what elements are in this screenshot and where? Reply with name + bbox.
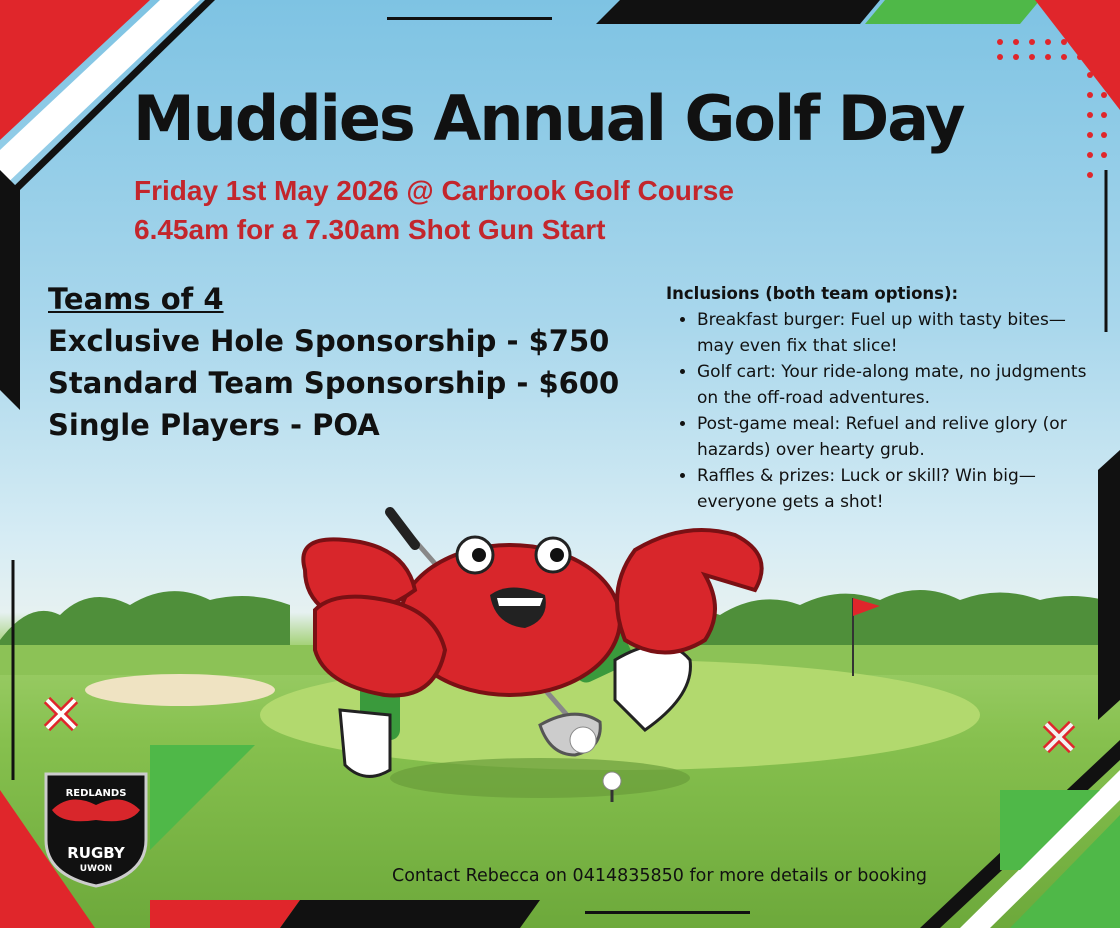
- option-standard-team: Standard Team Sponsorship - $600: [48, 366, 620, 400]
- frame-black-top: [596, 0, 880, 24]
- inclusion-breakfast: • Breakfast burger: Fuel up with tasty bites—may even fix that slice!: [697, 307, 1096, 359]
- page-title: Muddies Annual Golf Day: [133, 82, 964, 155]
- inclusions-list: [666, 284, 1096, 515]
- crab-claw-right: [617, 530, 762, 653]
- inclusion-golf-cart: • Golf cart: Your ride-along mate, no judgments on the off-road adventures.: [697, 359, 1096, 411]
- contact-info: Contact Rebecca on 0414835850 for more details or booking: [392, 866, 928, 886]
- crab-pupil-left: [472, 548, 486, 562]
- inclusion-raffles: • Raffles & prizes: Luck or skill? Win big—everyone gets a shot!: [697, 463, 1096, 515]
- option-single-players: Single Players - POA: [48, 408, 380, 442]
- inclusions-items: [666, 307, 1096, 515]
- team-options-heading: Teams of 4: [48, 282, 224, 316]
- logo-top-text: REDLANDS: [65, 788, 127, 799]
- frame-black-left: [0, 170, 20, 410]
- inclusions-heading: Inclusions (both team options):: [666, 284, 959, 303]
- redlands-rugby-logo: [40, 770, 152, 888]
- logo-sub-text: UWON: [79, 864, 113, 874]
- team-options: [48, 278, 619, 446]
- inclusion-post-game-meal: • Post-game meal: Refuel and relive glory (or hazards) over hearty grub.: [697, 411, 1096, 463]
- crab-shoe-right: [615, 645, 690, 730]
- frame-black-right: [1098, 450, 1120, 720]
- frame-black-bottom: [280, 900, 540, 928]
- event-date-location: Friday 1st May 2026 @ Carbrook Golf Course: [134, 175, 734, 206]
- frame-red-top-left: [0, 0, 150, 140]
- golf-club-grip: [390, 512, 415, 545]
- teed-golf-ball: [570, 727, 596, 753]
- crab-shoe-left: [340, 710, 390, 776]
- frame-green-bottom-left: [150, 745, 255, 850]
- x-mark-left-inner: [47, 700, 75, 728]
- frame-line-bottom: [585, 911, 750, 914]
- frame-red-bottom: [150, 900, 300, 928]
- x-mark-right-inner: [1046, 724, 1072, 750]
- option-exclusive-hole: Exclusive Hole Sponsorship - $750: [48, 324, 610, 358]
- frame-line-top: [387, 17, 552, 20]
- crab-golfer-illustration: [285, 500, 775, 790]
- crab-teeth: [497, 598, 543, 606]
- logo-main-text: RUGBY: [67, 844, 125, 862]
- event-start-time: 6.45am for a 7.30am Shot Gun Start: [134, 214, 606, 245]
- crab-pupil-right: [550, 548, 564, 562]
- frame-green-top: [865, 0, 1040, 24]
